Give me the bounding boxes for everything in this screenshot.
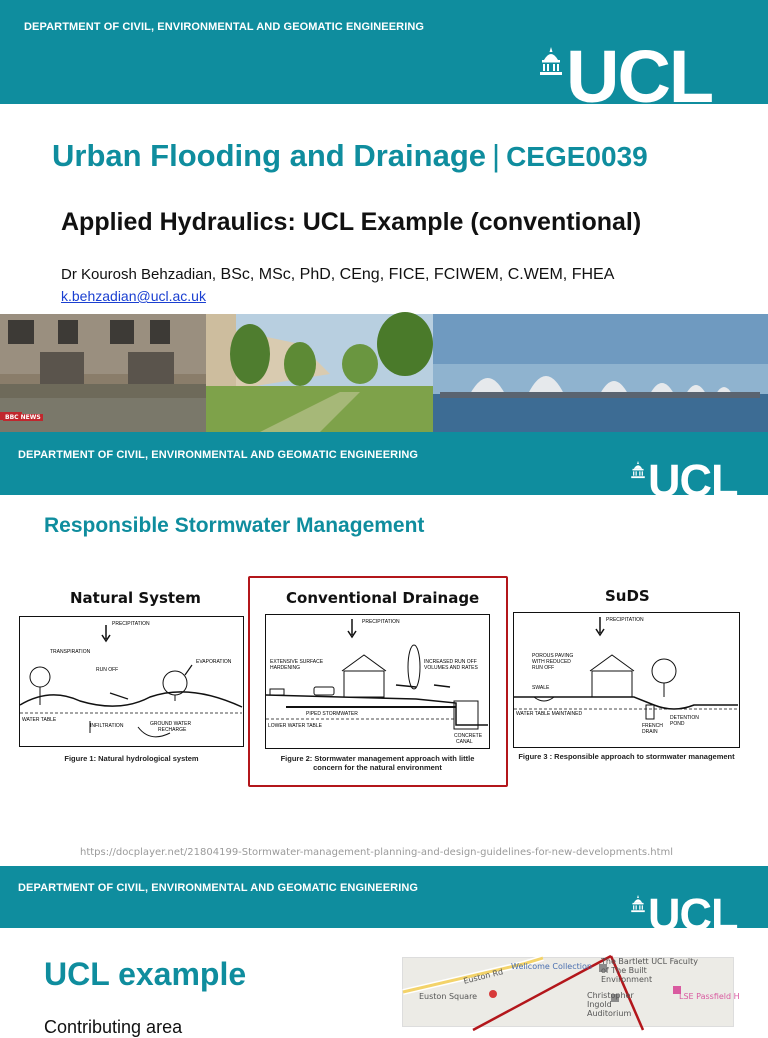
svg-text:RECHARGE: RECHARGE bbox=[158, 727, 187, 733]
slide-stormwater bbox=[0, 432, 768, 866]
svg-text:HARDENING: HARDENING bbox=[270, 665, 301, 671]
svg-text:VOLUMES AND RATES: VOLUMES AND RATES bbox=[424, 665, 478, 671]
caption-natural: Figure 1: Natural hydrological system bbox=[64, 754, 199, 763]
ucl-portico-icon bbox=[538, 46, 564, 76]
svg-text:DRAIN: DRAIN bbox=[642, 729, 658, 735]
cover-photo-strip bbox=[0, 314, 768, 432]
slide-heading: Responsible Stormwater Management bbox=[44, 514, 425, 537]
svg-text:POROUS PAVING: POROUS PAVING bbox=[532, 653, 574, 659]
campus-map bbox=[402, 957, 740, 1027]
svg-text:TRANSPIRATION: TRANSPIRATION bbox=[50, 649, 91, 655]
svg-text:WITH REDUCED: WITH REDUCED bbox=[532, 659, 571, 665]
header-banner bbox=[0, 432, 768, 506]
ucl-logo: UCL bbox=[566, 35, 713, 118]
caption-conventional: Figure 2: Stormwater management approach with little concern for the natural environment bbox=[280, 754, 475, 772]
author-name: Dr Kourosh Behzadian, bbox=[61, 266, 217, 283]
slide-subtitle: Applied Hydraulics: UCL Example (conventional) bbox=[61, 208, 642, 236]
author-credentials: BSc, MSc, PhD, CEng, FICE, FCIWEM, C.WEM, FHEA bbox=[216, 266, 615, 283]
map-label-bartlett: The Bartlett UCL Faculty of The Built Environment bbox=[601, 957, 698, 984]
header-banner bbox=[0, 0, 768, 118]
ucl-logo: UCL bbox=[648, 455, 738, 506]
diagram-natural-system bbox=[19, 616, 244, 747]
svg-text:PRECIPITATION: PRECIPITATION bbox=[112, 621, 150, 627]
author-line bbox=[61, 266, 614, 284]
map-label-euston-square: Euston Square bbox=[419, 992, 478, 1001]
svg-text:WATER TABLE MAINTAINED: WATER TABLE MAINTAINED bbox=[516, 711, 583, 717]
caption-suds: Figure 3 : Responsible approach to stormwater management bbox=[518, 752, 735, 761]
panel-title-suds: SuDS bbox=[605, 587, 650, 605]
svg-text:POND: POND bbox=[670, 721, 685, 727]
svg-text:PIPED STORMWATER: PIPED STORMWATER bbox=[306, 711, 358, 717]
map-label-christopher-ingold: Christopher Ingold Auditorium bbox=[587, 991, 634, 1018]
source-link[interactable]: https://docplayer.net/21804199-Stormwater-management-planning-and-design-guidelines-for-new-developments.html bbox=[80, 847, 674, 858]
svg-text:RUN OFF: RUN OFF bbox=[96, 667, 119, 673]
svg-text:DETENTION: DETENTION bbox=[670, 715, 699, 721]
svg-text:CONCRETE: CONCRETE bbox=[454, 733, 483, 739]
svg-text:WATER TABLE: WATER TABLE bbox=[22, 717, 57, 723]
course-code: CEGE0039 bbox=[506, 141, 648, 172]
bullet-contributing-area: Contributing area bbox=[44, 1017, 183, 1037]
thames-barrier-photo bbox=[433, 314, 768, 432]
svg-text:GROUND WATER: GROUND WATER bbox=[150, 721, 192, 727]
slide-ucl-example bbox=[0, 866, 768, 1037]
panel-title-natural: Natural System bbox=[70, 589, 201, 607]
svg-text:SWALE: SWALE bbox=[532, 685, 550, 691]
diagram-suds bbox=[513, 612, 740, 748]
title-separator: | bbox=[492, 138, 501, 173]
svg-text:PRECIPITATION: PRECIPITATION bbox=[362, 619, 400, 625]
ucl-logo: UCL bbox=[648, 889, 738, 940]
department-label: DEPARTMENT OF CIVIL, ENVIRONMENTAL AND GEOMATIC ENGINEERING bbox=[24, 21, 425, 33]
svg-text:INFILTRATION: INFILTRATION bbox=[90, 723, 124, 729]
map-label-lse-passfield: LSE Passfield H bbox=[679, 992, 740, 1001]
highlight-frame bbox=[248, 576, 508, 787]
header-banner bbox=[0, 866, 768, 940]
department-label: DEPARTMENT OF CIVIL, ENVIRONMENTAL AND GEOMATIC ENGINEERING bbox=[18, 882, 419, 894]
svg-text:RUN OFF: RUN OFF bbox=[532, 665, 555, 671]
svg-text:EVAPORATION: EVAPORATION bbox=[196, 659, 232, 665]
slide-heading: UCL example bbox=[44, 956, 247, 992]
course-title: Urban Flooding and Drainage bbox=[52, 138, 487, 173]
svg-text:INCREASED RUN OFF: INCREASED RUN OFF bbox=[424, 659, 477, 665]
map-label-euston-rd: Euston Rd bbox=[462, 967, 505, 986]
author-email-link[interactable]: k.behzadian@ucl.ac.uk bbox=[61, 288, 206, 304]
map-label-wellcome: Wellcome Collection bbox=[511, 962, 592, 971]
ucl-portico-icon bbox=[630, 460, 646, 479]
svg-text:PRECIPITATION: PRECIPITATION bbox=[606, 617, 644, 623]
slide-title bbox=[0, 0, 768, 432]
ucl-portico-icon bbox=[630, 894, 646, 913]
svg-text:FRENCH: FRENCH bbox=[642, 723, 663, 729]
svg-text:EXTENSIVE SURFACE: EXTENSIVE SURFACE bbox=[270, 659, 324, 665]
department-label: DEPARTMENT OF CIVIL, ENVIRONMENTAL AND GEOMATIC ENGINEERING bbox=[18, 449, 419, 461]
slide-title-line bbox=[52, 138, 648, 174]
svg-text:CANAL: CANAL bbox=[456, 739, 473, 745]
panel-title-conventional: Conventional Drainage bbox=[286, 589, 480, 607]
green-street-photo bbox=[206, 312, 433, 432]
news-badge: BBC NEWS bbox=[5, 414, 41, 421]
svg-text:LOWER WATER TABLE: LOWER WATER TABLE bbox=[268, 723, 322, 729]
